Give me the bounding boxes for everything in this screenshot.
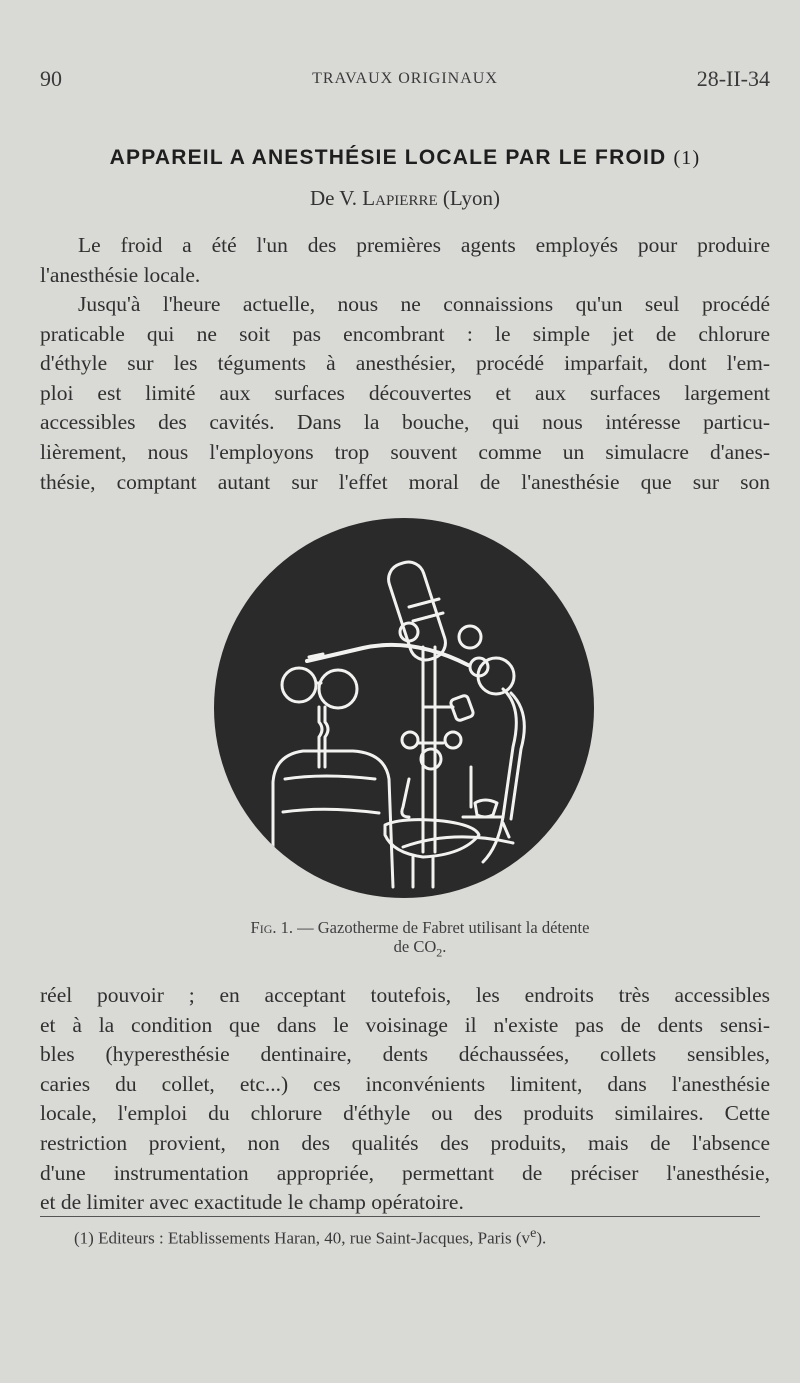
footnote-divider (40, 1216, 760, 1217)
caption-line-1 (40, 918, 800, 937)
author-city: (Lyon) (442, 186, 501, 210)
text-line: thésie, comptant autant sur l'effet moral de l'anesthésie que sur son (40, 469, 770, 494)
footnote (74, 1225, 546, 1249)
title-footnote-marker: (1) (673, 147, 701, 169)
caption-label: Fig. 1. (250, 918, 294, 937)
author-name: Lapierre (362, 186, 438, 210)
text-line: lièrement, nous l'employons trop souvent comme un simulacre d'anes- (40, 439, 770, 464)
section-title: TRAVAUX ORIGINAUX (312, 70, 498, 87)
footnote-end: ). (536, 1228, 547, 1248)
text-line: praticable qui ne soit pas encombrant : le simple jet de chlorure (40, 321, 770, 346)
running-head (40, 66, 770, 96)
author-line (40, 186, 770, 211)
text-line: Jusqu'à l'heure actuelle, nous ne connaissions qu'un seul procédé (78, 292, 770, 316)
text-line: et à la condition que dans le voisinage il n'existe pas de dents sensi- (40, 1012, 770, 1037)
text-line: l'anesthésie locale. (40, 262, 201, 287)
text-line: d'une instrumentation appropriée, permettant de préciser l'anesthésie, (40, 1160, 770, 1185)
caption-line-2 (40, 937, 800, 962)
footnote-text: (1) Editeurs : Etablissements Haran, 40, rue Saint-Jacques, Paris (v (74, 1228, 531, 1248)
paragraph-3 (40, 981, 770, 1218)
author-prefix: De V. (309, 186, 358, 210)
text-line: restriction provient, non des qualités des produits, mais de l'absence (40, 1130, 770, 1155)
figure-disc (214, 518, 594, 898)
footnote-superscript: e (530, 1225, 537, 1241)
paragraph-2 (40, 290, 770, 497)
caption-text: — Gazotherme de Fabret utilisant la détente (297, 918, 590, 937)
paragraph-1 (40, 231, 770, 290)
text-line: bles (hyperesthésie dentinaire, dents déchaussées, collets sensibles, (40, 1042, 770, 1067)
caption-text-2: de CO (393, 937, 437, 956)
caption-end: . (442, 937, 447, 956)
figure-illustration (213, 517, 595, 899)
text-line: réel pouvoir ; en acceptant toutefois, les endroits très accessibles (40, 983, 770, 1007)
text-line: Le froid a été l'un des premières agents employés pour produire (78, 233, 770, 257)
text-line: ploi est limité aux surfaces découvertes et aux surfaces largement (40, 380, 770, 405)
caption-subscript: 2 (436, 945, 443, 960)
gazotherme-illustration (213, 517, 595, 899)
text-line: d'éthyle sur les téguments à anesthésier, procédé imparfait, dont l'em- (40, 351, 770, 376)
article-title (40, 146, 770, 170)
issue-date: 28-II-34 (696, 66, 770, 91)
figure-caption (40, 918, 800, 962)
text-line: locale, l'emploi du chlorure d'éthyle ou des produits similaires. Cette (40, 1101, 770, 1126)
text-line: et de limiter avec exactitude le champ opératoire. (40, 1190, 464, 1215)
page-number: 90 (40, 66, 62, 91)
text-line: accessibles des cavités. Dans la bouche, qui nous intéresse particu- (40, 410, 770, 435)
text-line: caries du collet, etc...) ces inconvénients limitent, dans l'anesthésie (40, 1071, 770, 1096)
article-title-text: APPAREIL A ANESTHÉSIE LOCALE PAR LE FROID (109, 146, 667, 169)
